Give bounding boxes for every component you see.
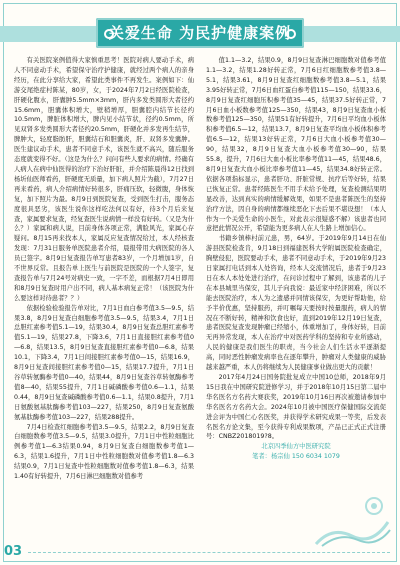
case-paragraph: 值1.1—3.2，结果0.9，8月9日复查淋巴细胞数对值参考值1.1—3.2，结果1.28好转正常，7月6日红细胞数参考值3.8—5.1，结果3.61，8月9日复查红细胞数参考值3.8—5.1，结果3.95好转正常，7月6日血红蛋白参考值115—150，结果33.6，8月9日复查红细胞压积参考值35—45，结果37.5好转正常，7月6日血小板数参考值125—350，结果43，8月9日复查血小板数参考值125—350，结果51有好转提升，7月6日平均血小板体积参考值6.5—12，结果13.7，8月9日复查平均血小板体积参考值6.5—12，结果13好转正常，7月6日大血小板参考值30—90，结果32，8月9日复查大血小板参考值30—90，结果55.8，提升，7月6日大血小板比率参考值11—45，结果48.6，8月9日复查大血小板比率参考值11—45，结果34.8好转正常。依据各项指标显示，患者肝功、肝脏常规、抗疗后等好转，结果已恢复正常。患者经陈医生不用手术给予处理，复查检测结果明显改善，达到真实的病情缓解效果，如果不是患者陈医生的坚持治疗方法，因自身的病情都继续恶化下去后果不堪设想！（本人作为一个关爱生命的小医生，对此表示很疑惑不解）该患者也同意把此情况公开，希望能为更多病人在人生路上增加信心。 xyxy=(206,57,386,233)
article-title: 关爱生命 为民护健康案例 xyxy=(108,24,292,42)
wave-motif-icon xyxy=(312,486,392,548)
page-number: 03 xyxy=(4,544,23,559)
case-paragraph: 依据检验检验报告单对比，7月1日血白参考值3.5—9.5，结果3.8，8月9日复查白细胞参考值3.5—9.5，结果3.4，7月1日总胆红素参考值5.1—19，结果30.4，8月9日复查总胆红素参考值5.1—19，结果27.8，下降3.6，7月1日直接胆红素参考值0—6.8，结果13.5，8月9日复查直接胆红素参考值0—6.8，结果10.1，下降3.4，7月1日间接胆红素参考值0—15，结果16.9，8月9日复查间接胆红素参考值0—15，结果17.7提升，7月1日谷草转氨酶参考值0—40，结果44，8月9日复查谷草转氨酶参考值8—40，结果55提升，7月1日碱磷酸参考值0.6—1.1，结果0.44，8月9日复查碱磷酸参考值0.6—1.1，结果0.8提升，7月1日氨酸氨基肽酶参考值103—227，结果250，8月9日复查氨酸氨基肽酶参考值103—227，结果288提升。 xyxy=(14,304,194,421)
case-paragraph: 书籍乡镇棒村前元患，男，64岁。于2019年9月14日在仙游县医院检查肯，9月18日到福建医科大学附属医院检查确定，胸壁侵犯，医院要动手术，患者不同意动手术，于2019年9月23日家属打电话到本人处咨询，经本人交流情况后，患者于9月23日在本人本处处进行治疗，在问诊过程中了解到，该患者的儿子在本县城里当保安，其儿子向我说：最近家中经济困难，所以不能去医院治疗，本人为之遗感并同情该保安，为更好帮助他，给予半价优惠，坚持服药，并叮嘱每天要按时按量服药，病人的情况在不断好转，精神和饮食也好，直到2019年12月19日复查，患者医院复查发现肿瘤已经缩小，体重增加了，身体好转，目前无再异常发现，本人在治疗中对医药学科的坚持和专业所感动，人民的健康是我们医生的职责，当今社会人们生活水平逐渐提高，同时恶性肿瘤发病率也在逐年攀升，肿瘤对人类健康的威胁越来越严重，本人仍将继续为人民健康事业做出更大的贡献！ xyxy=(206,235,386,372)
case-paragraph: 有关医院案例值得大家慎重思考！医院对病人要动手术，病人不同意动手术，希望保守治疗护健康，就经过两个病人的亲身经历，在此分享给大家，希望此类事件不再发生。案例如下：仙游交尾绝症村陈某，80岁，女，于2024年7月2日经医院检查，肝硬化腹水，肝囊肿5.5mm×3mm，肝内多发类圆形大者径约15.6mm，胆囊体积增大，壁稍增厚，胆囊腔内结节长径约10.5mm，脾脏体积增大，脾内见小结节状，径约0.5mm，所见双肾多发类圆形大者径约20.5mm，肝硬化并多发再生结节，脾肿大，轻度脂肪肝，胆囊结石和胆囊炎，肝、双肾多发囊肿。医生建议动手术，患者不同意手术，该医生就不高兴，随后服务态度就变得不好。（这是为什么？问问有些人要求的病情。经确有人病人在病中仙医得的治疗下治好肝脏，并介绍陈晨得12日找到杨圻仙医师看药，肝硬度无质量，加下病人照片为截），7月27日再来看药，病人介绍病情好转很多，肝痛压软，轻微腹，身体恢复，加下照片为最。8月9日到医院复查，受到医生打击，服务态度很具恶劣，该医生说你这样吃法何以有好，待3个月后来复查，家属要求复查，经复查医生说病情一样没有好转。（又是为什么？）家属和病人说，目前身体各项正常，满脸风光，家属心存疑问。8月15再来找本人，家属反应复查情况给过，本人经核查发现：7月31日服务单医院患者介绍，晨报带用大病医院的各人员已签字。8月9日复查报告单写患者83岁，一个月增加1岁，自不世界反常。且报告单上医生与前医院是医院的一个人签字，复查报告单与7月24号对病史一致，一字不差，而根据7月4日即用和8月9日复查时用户出不同，病人基本病复正常！（该医院为什么要这样对待患者？？） xyxy=(14,57,194,302)
case-paragraph: 2017年4月24日国务院批复成立中国10总师，2018年9月15日我在中国研究院进修学习，并于2018年10月15日第二届中华名医名方名药大赛获奖，2019年10月16日再次被邀请参加中华名医名方名药大会。2024年10月被中国医疗保健国际交流促进会评为中国仁心名医奖，并获得学术研究成果一等奖，后发表名医名方论文集，至今获得专利成果数项，产品已正式正式注册号：CNBZ2018019?8。 xyxy=(206,374,386,441)
article-banner xyxy=(0,18,400,48)
left-text-column xyxy=(14,56,194,556)
signature-contact: 笔者：杨宗仙 150 6034 1079 xyxy=(252,453,340,461)
footer-rule xyxy=(28,552,390,553)
case-paragraph: 7月4日检查红细胞参考值3.5—9.5，结果2.2，8月9日复查白细胞数参考值3.5—9.5，结果3.0提升，7月1日中性粒细胞比例参考值1—6.3结果0.94，8月9日复查白细胞数参考值1—6.3，结果1.6提升，7月1日中性粒细胞数对值参考值1.8—6.3结果0.9，7月1日复查中性粒细胞数对值参考值1.8—6.3，结果1.40有好转提升，7月6日淋巴细胞数对值参考 xyxy=(14,423,194,481)
signature-org: 北京四季仙方中医研究院 xyxy=(261,443,331,451)
right-text-column xyxy=(206,56,386,524)
